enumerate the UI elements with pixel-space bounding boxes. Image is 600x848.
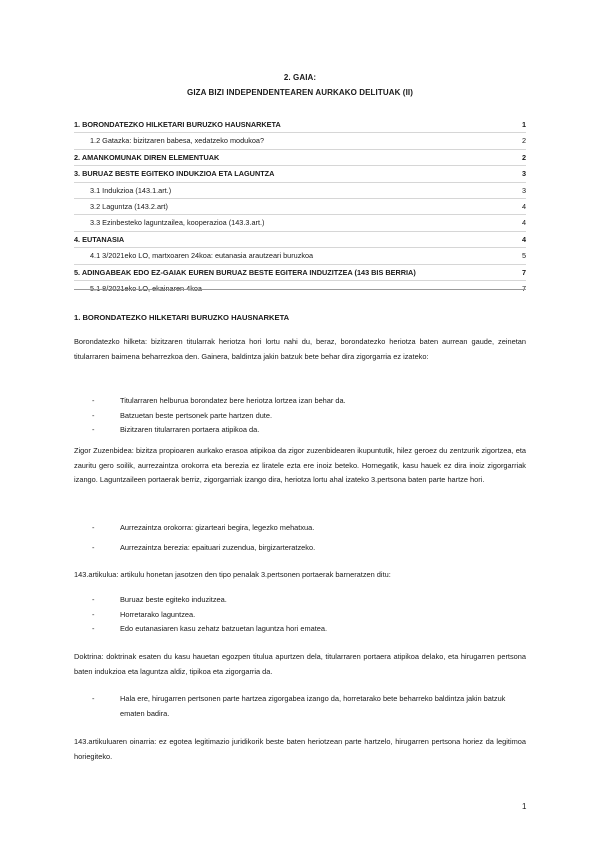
section-heading: 1. BORONDATEZKO HILKETARI BURUZKO HAUSNARKETA bbox=[74, 313, 290, 322]
list-item-text: Aurrezaintza berezia: epaituari zuzendua, birgizarteratzeko. bbox=[120, 542, 316, 552]
list-item-text: Titularraren helburua borondatez bere heriotza lortzea izan behar da. bbox=[120, 396, 346, 405]
toc-entry[interactable] bbox=[74, 199, 526, 215]
toc-entry[interactable] bbox=[74, 183, 526, 199]
paragraph-article-143: 143.artikulua: artikulu honetan jasotzen den tipo penalak 3.pertsonen portaerak barneratzen ditu: bbox=[74, 570, 391, 579]
toc-entry[interactable] bbox=[74, 215, 526, 231]
prevention-list bbox=[74, 521, 526, 555]
toc-entry-text: 3.1 Indukzioa (143.1.art.) bbox=[90, 185, 172, 195]
toc-entry-page: 2 bbox=[521, 152, 526, 162]
bullet-dash: - bbox=[92, 410, 95, 420]
bullet-dash: - bbox=[92, 542, 95, 552]
paragraph-article-basis: 143.artikuluaren oinarria: ez egotea legitimazio juridikorik beste baten heriotzean parte hartzelo, hirugarren pertsona horiez da legitimoa horiegiteko. bbox=[74, 737, 526, 761]
toc-entry-text: 1. BORONDATEZKO HILKETARI BURUZKO HAUSNARKETA bbox=[74, 120, 281, 129]
paragraph-definition: Borondatezko hilketa: bizitzaren titularrak heriotza hori lortu nahi du, beraz, borondatezko heriotza baten aurrean gaude, zeinetan titularraren baimena beharrezkoa den. Gainera, baldintza jakin batzuk bete behar dira zigorgarria ez izateko: bbox=[74, 337, 526, 361]
list-item-text: Bizitzaren titularraren portaera atipikoa da. bbox=[120, 425, 260, 435]
list-item-text: Batzuetan beste pertsonek parte hartzen dute. bbox=[120, 410, 273, 420]
toc-entry-text: 3. BURUAZ BESTE EGITEKO INDUKZIOA ETA LAGUNTZA bbox=[74, 169, 275, 179]
toc-entry-page: 7 bbox=[521, 267, 526, 277]
chapter-title: GIZA BIZI INDEPENDENTEAREN AURKAKO DELITUAK (II) bbox=[187, 88, 413, 97]
conditions-list bbox=[74, 394, 526, 438]
list-item bbox=[74, 608, 526, 623]
page-number: 1 bbox=[522, 802, 527, 811]
toc-entry-text: 1.2 Gatazka: bizitzaren babesa, xedatzeko modukoa? bbox=[90, 136, 265, 146]
toc-entry-page: 1 bbox=[521, 120, 526, 129]
list-item bbox=[74, 521, 526, 536]
toc-entry-text: 5. ADINGABEAK EDO EZ-GAIAK EUREN BURUAZ BESTE EGITERA INDUZITZEA (143 BIS BERRIA) bbox=[74, 267, 416, 277]
toc-entry[interactable] bbox=[74, 133, 526, 149]
third-party-conduct-list bbox=[74, 593, 526, 637]
list-item bbox=[74, 409, 526, 424]
bullet-dash: - bbox=[92, 609, 95, 619]
bullet-dash: - bbox=[92, 396, 95, 405]
toc-entry-text: 3.2 Laguntza (143.2.art) bbox=[90, 201, 168, 211]
list-item bbox=[74, 593, 526, 608]
list-item-text: Edo eutanasiaren kasu zehatz batzuetan laguntza hori ematea. bbox=[120, 624, 328, 634]
bullet-dash: - bbox=[92, 425, 95, 435]
bullet-dash: - bbox=[92, 595, 95, 604]
toc-entry-text: 4.1 3/2021eko LO, martxoaren 24koa: eutanasia arautzeari buruzkoa bbox=[90, 251, 314, 261]
toc-entry[interactable] bbox=[74, 150, 526, 166]
list-item-text: Buruaz beste egiteko induzitzea. bbox=[120, 595, 227, 604]
toc-entry[interactable] bbox=[74, 232, 526, 248]
list-item-text: Aurrezaintza orokorra: gizarteari begira, legezko mehatxua. bbox=[120, 523, 315, 532]
toc-entry-page: 3 bbox=[521, 169, 526, 179]
table-of-contents bbox=[74, 117, 526, 296]
toc-entry-page: 4 bbox=[521, 234, 526, 244]
toc-entry-text: 3.3 Ezinbesteko laguntzailea, kooperazioa (143.3.art.) bbox=[90, 218, 265, 228]
chapter-number: 2. GAIA: bbox=[283, 73, 317, 82]
list-item bbox=[74, 692, 526, 721]
toc-entry-page: 4 bbox=[521, 218, 526, 228]
toc-entry[interactable] bbox=[74, 248, 526, 264]
paragraph-doctrine: Doktrina: doktrinak esaten du kasu hauetan egozpen titulua apurtzen dela, titularraren portaera atipikoa delako, eta hirugarren pertsona baten indukzioa eta laguntza aldiz, tipikoa eta zigorgarria da. bbox=[74, 652, 526, 676]
toc-entry-page: 3 bbox=[521, 185, 526, 195]
toc-entry[interactable] bbox=[74, 117, 526, 133]
bullet-dash: - bbox=[92, 523, 95, 532]
toc-entry-text: 4. EUTANASIA bbox=[74, 234, 125, 244]
toc-entry-page: 5 bbox=[521, 251, 526, 261]
bullet-dash: - bbox=[92, 624, 95, 634]
toc-entry-text: 2. AMANKOMUNAK DIREN ELEMENTUAK bbox=[74, 152, 220, 162]
list-item-text: Hala ere, hirugarren pertsonen parte hartzea zigorgabea izango da, horretarako bete beharreko baldintza jakin batzuk ematen badira. bbox=[120, 694, 506, 718]
doctrine-note-list bbox=[74, 692, 526, 721]
list-item bbox=[74, 622, 526, 637]
toc-entry-page: 4 bbox=[521, 201, 526, 211]
list-item bbox=[74, 541, 526, 556]
bullet-dash: - bbox=[92, 694, 95, 703]
list-item-text: Horretarako laguntzea. bbox=[120, 609, 196, 619]
paragraph-criminal-law: Zigor Zuzenbidea: bizitza propioaren aurkako erasoa atipikoa da zigor zuzenbidearen ikupuntutik, hilez geroez du zentzurik zigortzea, eta zauritu gero soilik, aurrezaintza orokorra eta berezia ez liratele ezta ere inoiz beteko. Hornegatik, kasu hauek ez dira inoiz zigorgarriak izango. Laguntzaileen portaerak berriz, zigorgarriak izango dira, heriotza lortu ahal izateko 3.pertsona baten parte hartze hori. bbox=[74, 446, 526, 485]
list-item bbox=[74, 394, 526, 409]
toc-entry[interactable] bbox=[74, 166, 526, 182]
toc-entry[interactable] bbox=[74, 265, 526, 281]
list-item bbox=[74, 423, 526, 438]
toc-entry-page: 2 bbox=[521, 136, 526, 146]
toc-divider bbox=[74, 289, 526, 290]
